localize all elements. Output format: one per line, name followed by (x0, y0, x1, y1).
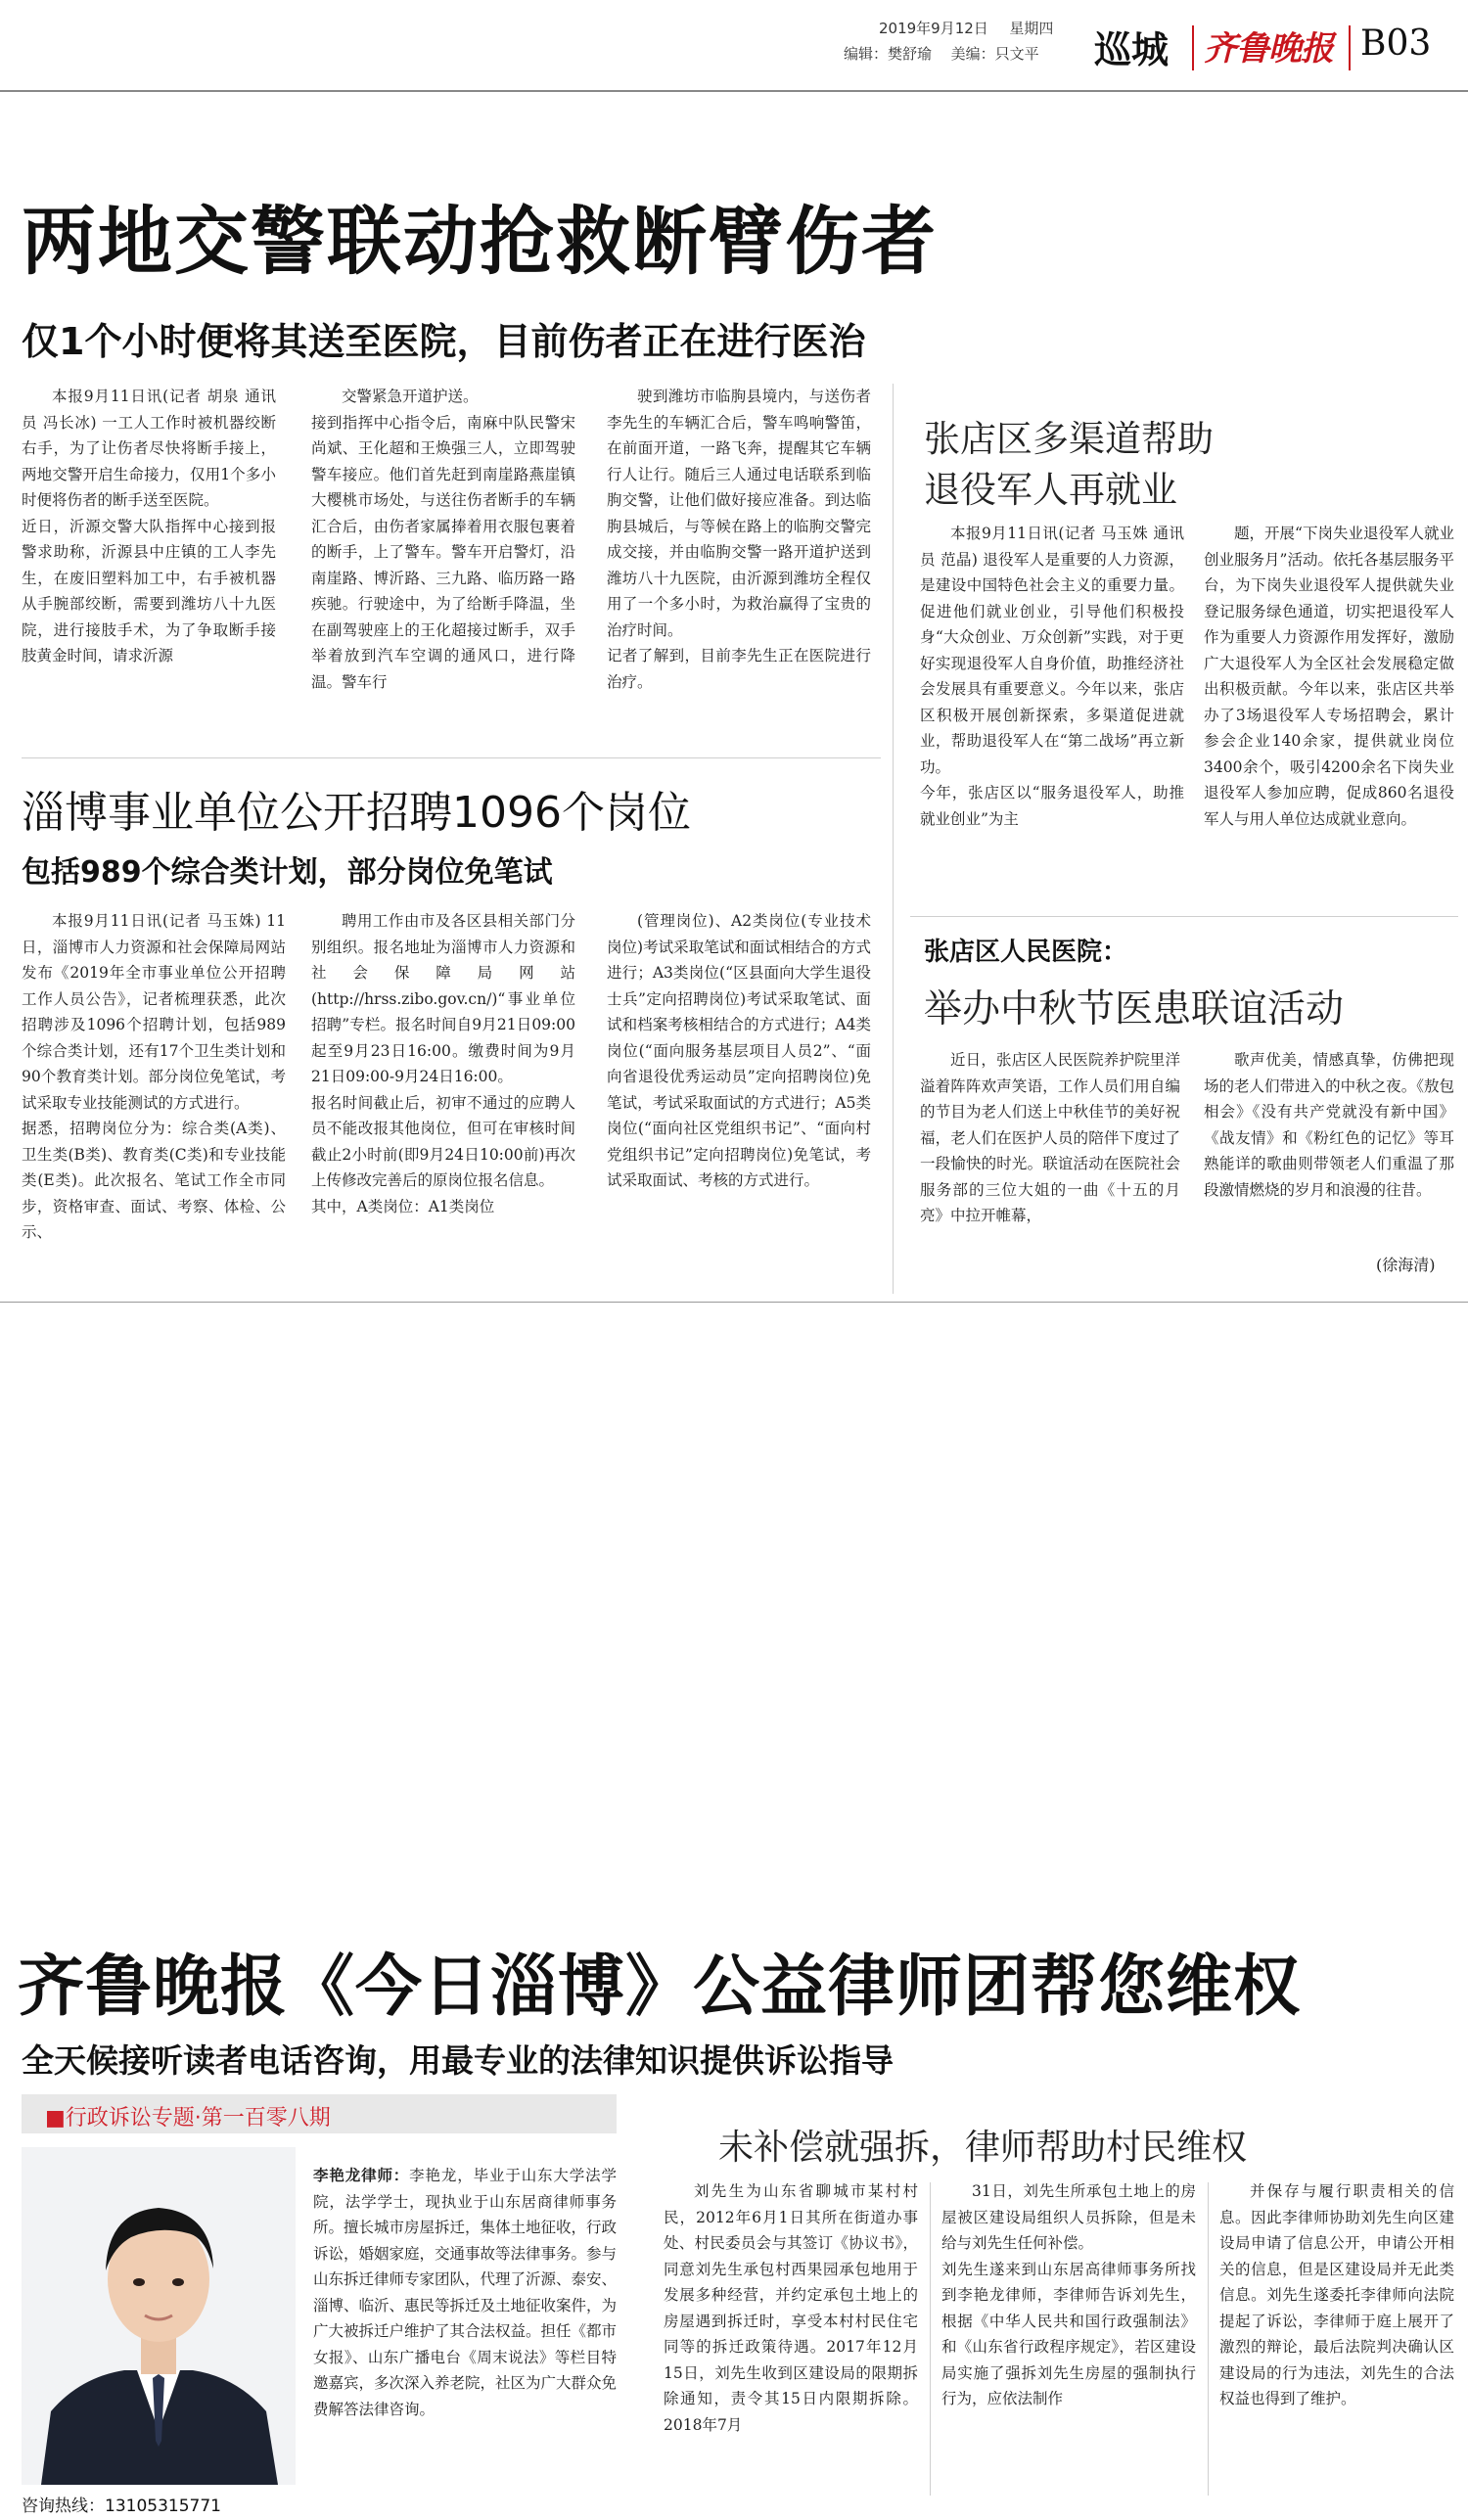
story3-top-rule (22, 757, 881, 758)
story3-subtitle: 包括989个综合类计划，部分岗位免笔试 (22, 855, 553, 890)
story1-col2-text: 交警紧急开道护送。 接到指挥中心指令后，南麻中队民警宋尚斌、王化超和王焕强三人，立即驾驶警车接应。他们首先赶到南崖路燕崖镇大樱桃市场处，与送往伤者断手的车辆汇合后，由伤者家属捧着用衣服包裹着的断手，上了警车。警车开启警灯，沿南崖路、博沂路、三九路、临历路一路疾驰。行驶途中，为了给断手降温，坐在副驾驶座上的王化超接过断手，双手举着放到汽车空调的通风口，进行降温。警车行 (311, 388, 575, 691)
story5-column-1 (664, 2178, 918, 2438)
story1-column-3 (607, 384, 871, 695)
header-divider-2 (1349, 25, 1351, 70)
hotline: 咨询热线：13105315771 (22, 2497, 221, 2516)
newspaper-logo: 齐鲁晚报 (1204, 29, 1333, 69)
header-editor: 编辑：樊舒瑜 (844, 45, 933, 63)
story5-title: 齐鲁晚报《今日淄博》公益律师团帮您维权 (18, 1948, 1302, 2026)
story4-column-2 (1204, 1047, 1454, 1203)
story4-column-1 (920, 1047, 1180, 1229)
story1-col1-text: 本报9月11日讯(记者 胡泉 通讯员 冯长冰) 一工人工作时被机器绞断右手，为了让伤者尽快将断手接上，两地交警开启生命接力，仅用1个多小时便将伤者的断手送至医院。 近日，沂源交警大队指挥中心接到报警求助称，沂源县中庄镇的工人李先生，在废旧塑料加工中，右手被机器从手腕部绞断，需要到潍坊八十九医院，进行接肢手术，为了争取断手接肢黄金时间，请求沂源 (22, 388, 276, 664)
story5-column-3 (1219, 2178, 1454, 2412)
story5-col3-text: 并保存与履行职责相关的信息。因此李律师协助刘先生向区建设局申请了信息公开，申请公开相关的信息，但是区建设局并无此类信息。刘先生遂委托李律师向法院提起了诉讼，李律师于庭上展开了激烈的辩论，最后法院判决确认区建设局的行为违法，刘先生的合法权益也得到了维护。 (1219, 2182, 1454, 2407)
header-designer: 美编：只文平 (950, 45, 1039, 63)
story5-divider-1 (930, 2182, 931, 2496)
section-name: 巡城 (1094, 28, 1170, 71)
story2-bottom-rule (910, 916, 1458, 917)
story3-column-1 (22, 908, 286, 1246)
story1-column-2 (311, 384, 575, 695)
story2-column-2 (1204, 521, 1454, 832)
story5-col1-text: 刘先生为山东省聊城市某村村民，2012年6月1日其所在街道办事处、村民委员会与其签订《协议书》，同意刘先生承包村西果园承包地用于发展多种经营，并约定承包土地上的房屋遇到拆迁时，享受本村村民住宅同等的拆迁政策待遇。2017年12月15日，刘先生收到区建设局的限期拆除通知，责令其15日内限期拆除。2018年7月 (664, 2182, 918, 2434)
story3-col2-text: 聘用工作由市及各区县相关部门分别组织。报名地址为淄博市人力资源和社会保障局网站(http://hrss.zibo.gov.cn/)“事业单位招聘”专栏。报名时间自9月21日09:00起至9月23日16:00。缴费时间为9月21日09:00-9月24日16:00。 报名时间截止后，初审不通过的应聘人员不能改报其他岗位，但可在审核时间截止2小时前(即9月24日10:00前)再次上传修改完善后的原岗位报名信息。 其中，A类岗位：A1类岗位 (311, 912, 575, 1215)
story2-col2-text: 题，开展“下岗失业退役军人就业创业服务月”活动。依托各基层服务平台，为下岗失业退役军人提供就失业登记服务绿色通道，切实把退役军人作为重要人力资源作用发挥好，激励广大退役军人为全区社会发展稳定做出积极贡献。今年以来，张店区共举办了3场退役军人专场招聘会，累计参会企业140余家，提供就业岗位3400余个，吸引4200余名下岗失业退役军人参加应聘，促成860名退役军人与用人单位达成就业意向。 (1204, 525, 1454, 828)
header-divider (1192, 25, 1194, 70)
story2-col1-text: 本报9月11日讯(记者 马玉姝 通讯员 范晶) 退役军人是重要的人力资源，是建设中国特色社会主义的重要力量。促进他们就业创业，引导他们积极投身“大众创业、万众创新”实践，对于更好实现退役军人自身价值，助推经济社会发展具有重要意义。今年以来，张店区积极开展创新探索，多渠道促进就业，帮助退役军人在“第二战场”再立新功。 今年，张店区以“服务退役军人，助推就业创业”为主 (920, 525, 1184, 828)
story4-kicker: 张店区人民医院： (924, 938, 1128, 967)
lawyer-name: 李艳龙律师： (313, 2166, 410, 2184)
story2-title-line1: 张店区多渠道帮助 (924, 418, 1214, 460)
story2-column-1 (920, 521, 1184, 832)
lawyer-bio-block (313, 2163, 617, 2422)
story3-column-3 (607, 908, 871, 1194)
header-dateline (879, 18, 1053, 38)
upper-section-bottom-rule (0, 1302, 1468, 1303)
topic-banner-label: ■行政诉讼专题·第一百零八期 (45, 2106, 331, 2131)
lawyer-portrait-icon (22, 2147, 296, 2485)
story2-title-line2: 退役军人再就业 (924, 469, 1177, 511)
story1-title: 两地交警联动抢救断臂伤者 (22, 198, 938, 285)
lawyer-photo (22, 2147, 296, 2485)
story5-column-2 (941, 2178, 1196, 2412)
story3-title: 淄博事业单位公开招聘1096个岗位 (22, 788, 691, 838)
story4-col2-text: 歌声优美，情感真挚，仿佛把现场的老人们带进入的中秋之夜。《敖包相会》《没有共产党就没有新中国》《战友情》和《粉红色的记忆》等耳熟能详的歌曲则带领老人们重温了那段激情燃烧的岁月和浪漫的往昔。 (1204, 1051, 1454, 1199)
story5-article-title: 未补偿就强拆，律师帮助村民维权 (718, 2128, 1248, 2168)
story3-column-2 (311, 908, 575, 1219)
story1-column-1 (22, 384, 276, 669)
story5-divider-2 (1208, 2182, 1209, 2496)
story3-col3-text: (管理岗位)、A2类岗位(专业技术岗位)考试采取笔试和面试相结合的方式进行；A3类岗位(“区县面向大学生退役士兵”定向招聘岗位)考试采取笔试、面试和档案考核相结合的方式进行；A4类岗位(“面向服务基层项目人员2”、“面向省退役优秀运动员”定向招聘岗位)免笔试，考试采取面试的方式进行；A5类岗位(“面向社区党组织书记”、“面向村党组织书记”定向招聘岗位)免笔试，考试采取面试、考核的方式进行。 (607, 912, 871, 1189)
header-weekday: 星期四 (1009, 20, 1054, 37)
header-credits (844, 43, 1039, 64)
column-divider (893, 384, 894, 1294)
story1-subtitle: 仅1个小时便将其送至医院，目前伤者正在进行医治 (22, 320, 866, 363)
story4-title: 举办中秋节医患联谊活动 (924, 987, 1345, 1031)
topic-banner (22, 2094, 617, 2133)
story3-col1-text: 本报9月11日讯(记者 马玉姝) 11日，淄博市人力资源和社会保障局网站发布《2019年全市事业单位公开招聘工作人员公告》，记者梳理获悉，此次招聘涉及1096个招聘计划，包括989个综合类计划，还有17个卫生类计划和90个教育类计划。部分岗位免笔试，考试采取专业技能测试的方式进行。 据悉，招聘岗位分为：综合类(A类)、卫生类(B类)、教育类(C类)和专业技能类(E类)。此次报名、笔试工作全市同步，资格审查、面试、考察、体检、公示、 (22, 912, 286, 1241)
story4-byline: (徐海清) (1376, 1256, 1436, 1274)
story4-col1-text: 近日，张店区人民医院养护院里洋溢着阵阵欢声笑语，工作人员们用自编的节目为老人们送上中秋佳节的美好祝福，老人们在医护人员的陪伴下度过了一段愉快的时光。联谊活动在医院社会服务部的三位大姐的一曲《十五的月亮》中拉开帷幕， (920, 1051, 1180, 1224)
story1-col3-text: 驶到潍坊市临朐县境内，与送伤者李先生的车辆汇合后，警车鸣响警笛，在前面开道，一路飞奔，提醒其它车辆行人让行。随后三人通过电话联系到临朐交警，让他们做好接应准备。到达临朐县城后，与等候在路上的临朐交警完成交接，并由临朐交警一路开道护送到潍坊八十九医院，由沂源到潍坊全程仅用了一个多小时，为救治赢得了宝贵的治疗时间。 记者了解到，目前李先生正在医院进行治疗。 (607, 388, 871, 691)
header-date: 2019年9月12日 (879, 20, 988, 37)
header-rule (0, 90, 1468, 92)
masthead (0, 0, 1468, 98)
lawyer-bio: 李艳龙，毕业于山东大学法学院，法学学士，现执业于山东居商律师事务所。擅长城市房屋拆迁，集体土地征收，行政诉讼，婚姻家庭，交通事故等法律事务。参与山东拆迁律师专家团队，代理了沂源、泰安、淄博、临沂、惠民等拆迁及土地征收案件，为广大被拆迁户维护了其合法权益。担任《都市女报》、山东广播电台《周末说法》等栏目特邀嘉宾，多次深入养老院，社区为广大群众免费解答法律咨询。 (313, 2167, 618, 2418)
story5-subtitle: 全天候接听读者电话咨询，用最专业的法律知识提供诉讼指导 (22, 2041, 894, 2080)
page-number: B03 (1360, 23, 1432, 64)
story5-col2-text: 31日，刘先生所承包土地上的房屋被区建设局组织人员拆除，但是未给与刘先生任何补偿。 刘先生遂来到山东居高律师事务所找到李艳龙律师，李律师告诉刘先生，根据《中华人民共和国行政强制法》和《山东省行政程序规定》，若区建设局实施了强拆刘先生房屋的强制执行行为，应依法制作 (941, 2182, 1196, 2407)
